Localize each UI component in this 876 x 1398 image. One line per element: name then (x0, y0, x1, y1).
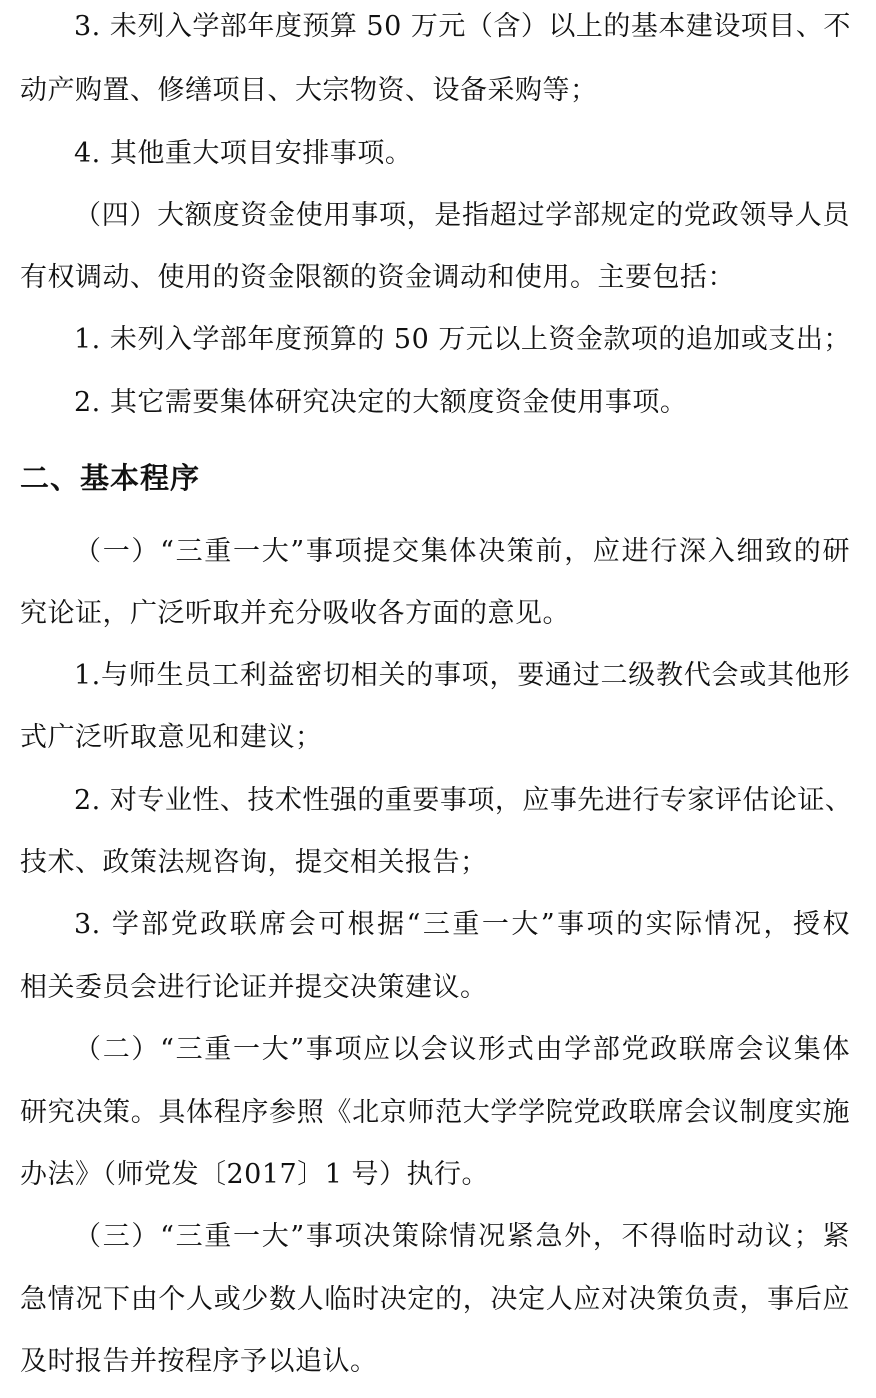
paragraph-line: 急情况下由个人或少数人临时决定的，决定人应对决策负责，事后应 (20, 1284, 850, 1315)
paragraph-line: 4. 其他重大项目安排事项。 (74, 138, 413, 169)
paragraph-line: 究论证，广泛听取并充分吸收各方面的意见。 (20, 598, 570, 629)
paragraph-line: 有权调动、使用的资金限额的资金调动和使用。主要包括： (20, 262, 735, 293)
paragraph-line: 技术、政策法规咨询，提交相关报告； (20, 847, 488, 878)
paragraph-line: 2. 其它需要集体研究决定的大额度资金使用事项。 (74, 387, 688, 418)
paragraph-line: （一）“三重一大”事项提交集体决策前，应进行深入细致的研 (74, 536, 850, 567)
paragraph-line: （三）“三重一大”事项决策除情况紧急外，不得临时动议；紧 (74, 1221, 850, 1252)
paragraph-line: 2. 对专业性、技术性强的重要事项，应事先进行专家评估论证、 (74, 785, 853, 816)
paragraph-line: 1. 未列入学部年度预算的 50 万元以上资金款项的追加或支出； (74, 324, 851, 355)
paragraph-line: 研究决策。具体程序参照《北京师范大学学院党政联席会议制度实施 (20, 1097, 850, 1128)
section-heading: 二、基本程序 (20, 461, 201, 495)
paragraph-line: 相关委员会进行论证并提交决策建议。 (20, 972, 488, 1003)
paragraph-line: （四）大额度资金使用事项，是指超过学部规定的党政领导人员 (74, 200, 850, 231)
paragraph-line: 1.与师生员工利益密切相关的事项，要通过二级教代会或其他形 (74, 660, 850, 691)
paragraph-line: 3. 学部党政联席会可根据“三重一大”事项的实际情况，授权 (74, 909, 850, 940)
paragraph-line: 及时报告并按程序予以追认。 (20, 1346, 378, 1377)
paragraph-line: 动产购置、修缮项目、大宗物资、设备采购等； (20, 75, 598, 106)
paragraph-line: 办法》（师党发〔2017〕1 号）执行。 (20, 1159, 489, 1190)
paragraph-line: 式广泛听取意见和建议； (20, 722, 323, 753)
paragraph-line: 3. 未列入学部年度预算 50 万元（含）以上的基本建设项目、不 (74, 11, 851, 42)
paragraph-line: （二）“三重一大”事项应以会议形式由学部党政联席会议集体 (74, 1034, 850, 1065)
